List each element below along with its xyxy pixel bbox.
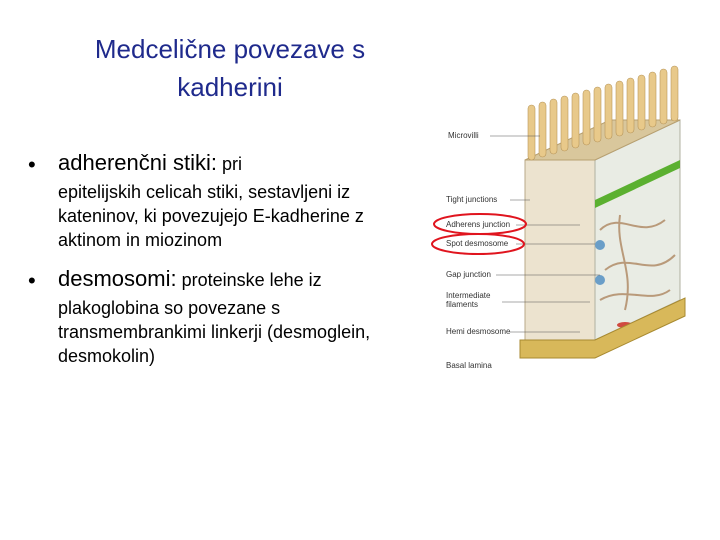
bullet-adherens [28, 150, 418, 252]
microvillus [583, 90, 590, 145]
bullet-rest: pri [216, 154, 242, 174]
microvillus [528, 105, 535, 160]
desmosome-plaque [595, 240, 605, 250]
microvillus [572, 93, 579, 148]
label-gap-junction: Gap junction [446, 270, 491, 279]
microvillus [616, 81, 623, 136]
bullet-lead: adherenčni stiki: [58, 150, 217, 175]
microvillus [550, 99, 557, 154]
label-basal-lamina: Basal lamina [446, 361, 492, 370]
bullet-dot-icon: • [28, 268, 36, 293]
cell-illustration [520, 66, 685, 358]
desmosome-plaque [595, 275, 605, 285]
label-filaments: filaments [446, 300, 479, 309]
microvillus [627, 78, 634, 133]
microvillus [561, 96, 568, 151]
bullet-desmosome [28, 266, 418, 368]
label-intermediate: Intermediate [446, 291, 491, 300]
slide-title [20, 30, 440, 106]
microvillus [671, 66, 678, 121]
bullet-list [28, 150, 418, 382]
microvillus [605, 84, 612, 139]
microvillus [594, 87, 601, 142]
bullet-lead: desmosomi: [58, 266, 177, 291]
label-hemidesmosome: Hemi desmosome [446, 327, 511, 336]
bullet-rest: proteinske lehe iz [176, 270, 322, 290]
bullet-body: plakoglobina so povezane s transmembrankimi linkerji (desmoglein, desmokolin) [58, 298, 371, 366]
microvillus [649, 72, 656, 127]
epithelium-diagram [420, 40, 720, 400]
label-spot-desmosome: Spot desmosome [446, 239, 509, 248]
bullet-dot-icon: • [28, 152, 36, 177]
title-line-2: kadherini [177, 72, 283, 102]
bullet-body: epitelijskih celicah stiki, sestavljeni iz kateninov, ki povezujejo E-kadherine z aktinom in miozinom [58, 182, 364, 250]
microvillus [638, 75, 645, 130]
microvillus [539, 102, 546, 157]
microvillus [660, 69, 667, 124]
title-line-1: Medcelične povezave s [94, 34, 366, 64]
label-microvilli: Microvilli [448, 131, 479, 140]
label-tight-junctions: Tight junctions [446, 195, 498, 204]
label-adherens-junction: Adherens junction [446, 220, 511, 229]
